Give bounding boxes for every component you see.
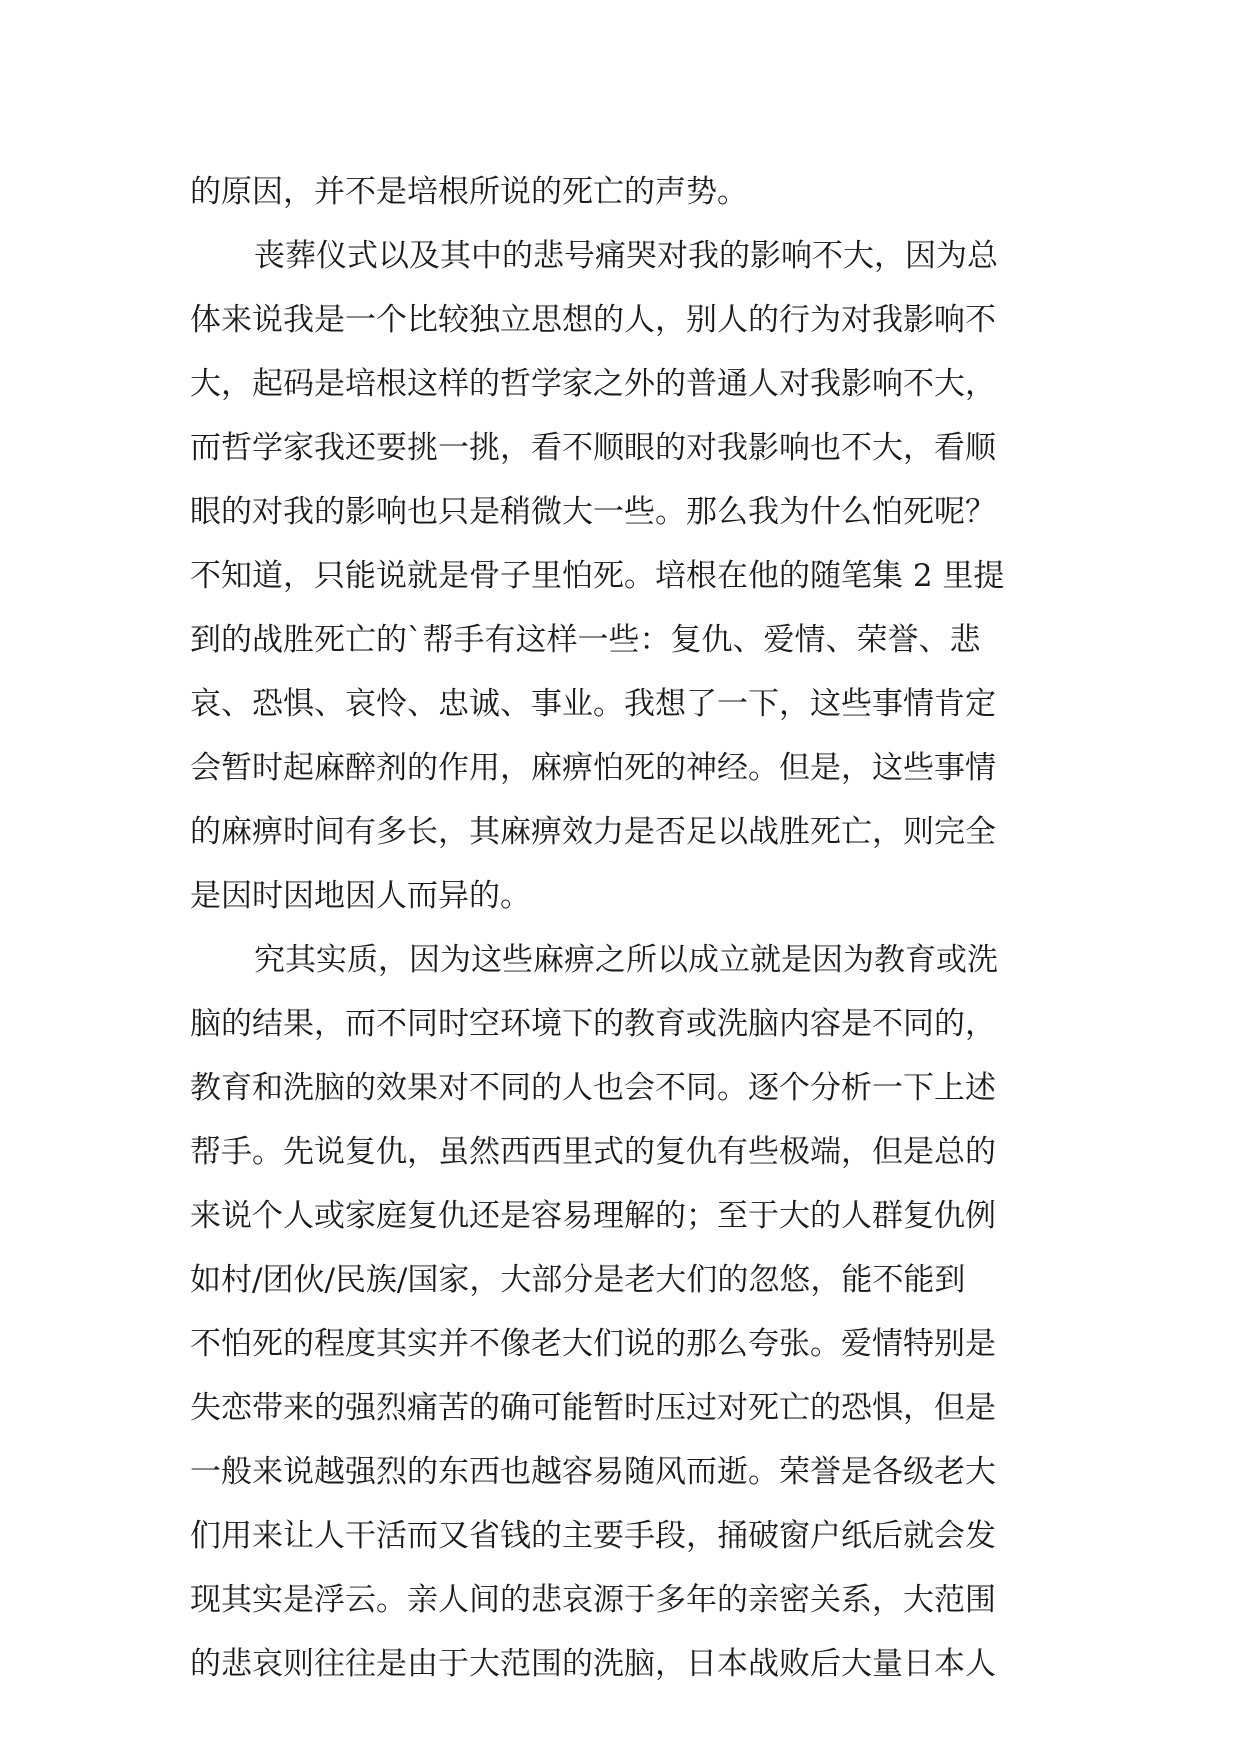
text-line: 会暂时起麻醉剂的作用，麻痹怕死的神经。但是，这些事情 bbox=[190, 750, 996, 786]
text-line: 的悲哀则往往是由于大范围的洗脑，日本战败后大量日本人 bbox=[190, 1646, 996, 1682]
text-line: 如村/团伙/民族/国家，大部分是老大们的忽悠，能不能到 bbox=[190, 1262, 966, 1298]
text-line: 的麻痹时间有多长，其麻痹效力是否足以战胜死亡，则完全 bbox=[190, 814, 996, 850]
text-line: 不知道，只能说就是骨子里怕死。培根在他的随笔集 2 里提 bbox=[190, 558, 1005, 594]
paragraph-start-line: 丧葬仪式以及其中的悲号痛哭对我的影响不大，因为总 bbox=[254, 238, 998, 274]
text-line: 的原因，并不是培根所说的死亡的声势。 bbox=[190, 174, 748, 210]
text-line: 而哲学家我还要挑一挑，看不顺眼的对我影响也不大，看顺 bbox=[190, 430, 996, 466]
text-line: 脑的结果，而不同时空环境下的教育或洗脑内容是不同的， bbox=[190, 1006, 996, 1042]
text-line: 来说个人或家庭复仇还是容易理解的；至于大的人群复仇例 bbox=[190, 1198, 996, 1234]
text-line: 到的战胜死亡的`帮手有这样一些：复仇、爱情、荣誉、悲 bbox=[190, 622, 981, 658]
text-line: 们用来让人干活而又省钱的主要手段，捅破窗户纸后就会发 bbox=[190, 1518, 996, 1554]
body-text bbox=[190, 160, 1050, 1696]
text-line: 一般来说越强烈的东西也越容易随风而逝。荣誉是各级老大 bbox=[190, 1454, 996, 1490]
text-line: 眼的对我的影响也只是稍微大一些。那么我为什么怕死呢？ bbox=[190, 494, 996, 530]
paragraph-start-line: 究其实质，因为这些麻痹之所以成立就是因为教育或洗 bbox=[254, 942, 998, 978]
text-line: 帮手。先说复仇，虽然西西里式的复仇有些极端，但是总的 bbox=[190, 1134, 996, 1170]
text-line: 教育和洗脑的效果对不同的人也会不同。逐个分析一下上述 bbox=[190, 1070, 996, 1106]
text-line: 是因时因地因人而异的。 bbox=[190, 878, 531, 914]
text-line: 失恋带来的强烈痛苦的确可能暂时压过对死亡的恐惧，但是 bbox=[190, 1390, 996, 1426]
text-line: 哀、恐惧、哀怜、忠诚、事业。我想了一下，这些事情肯定 bbox=[190, 686, 996, 722]
text-line: 不怕死的程度其实并不像老大们说的那么夸张。爱情特别是 bbox=[190, 1326, 996, 1362]
text-line: 大，起码是培根这样的哲学家之外的普通人对我影响不大， bbox=[190, 366, 996, 402]
text-line: 现其实是浮云。亲人间的悲哀源于多年的亲密关系，大范围 bbox=[190, 1582, 996, 1618]
text-line: 体来说我是一个比较独立思想的人，别人的行为对我影响不 bbox=[190, 302, 996, 338]
